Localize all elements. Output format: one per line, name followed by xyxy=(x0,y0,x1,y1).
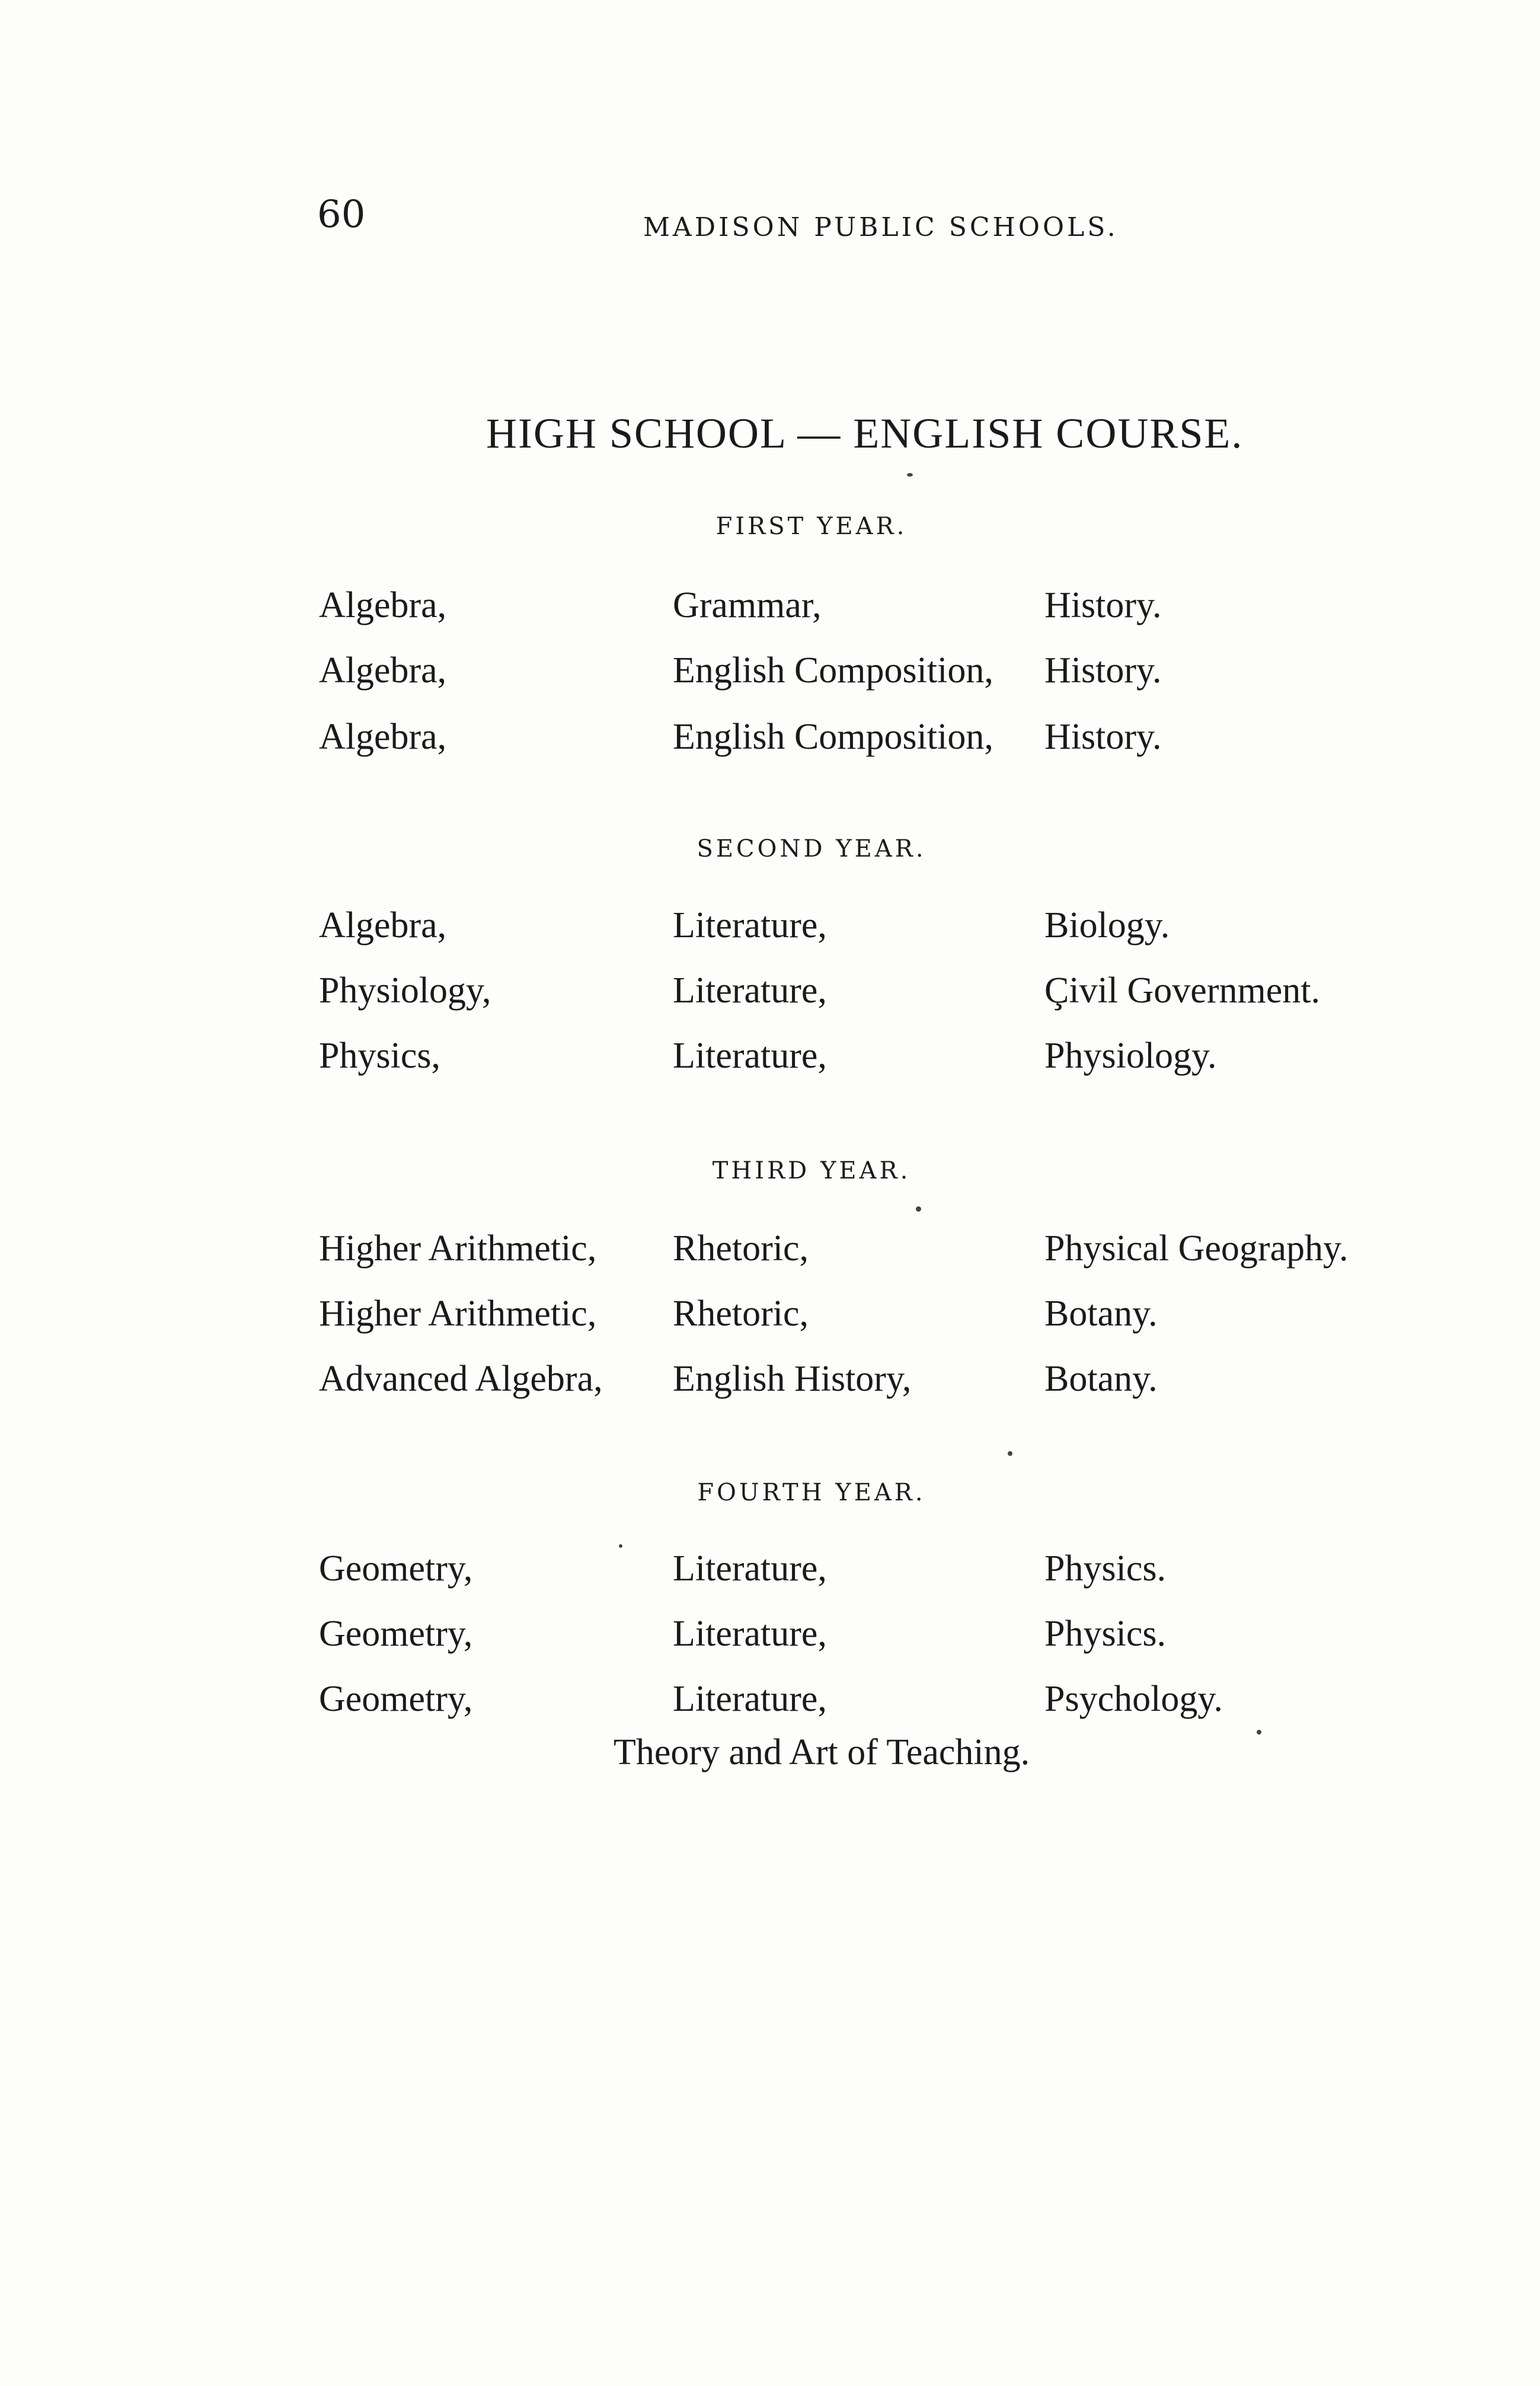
course-cell: Higher Arithmetic, xyxy=(319,1228,597,1269)
year-heading-first: FIRST YEAR. xyxy=(715,513,908,540)
course-cell: English Composition, xyxy=(673,650,993,691)
course-cell: Literature, xyxy=(673,1614,827,1654)
course-cell: Literature, xyxy=(673,1036,827,1076)
course-cell: Botany. xyxy=(1044,1359,1158,1399)
course-cell: Literature, xyxy=(673,905,827,946)
course-cell: Physics. xyxy=(1044,1614,1166,1654)
course-cell: Physical Geography. xyxy=(1044,1228,1349,1269)
course-cell: Literature, xyxy=(673,1679,827,1719)
course-cell: Geometry, xyxy=(319,1614,473,1654)
course-cell: Advanced Algebra, xyxy=(319,1359,603,1399)
course-cell: Algebra, xyxy=(319,585,447,625)
scan-speck xyxy=(619,1544,622,1548)
course-cell: Botany. xyxy=(1044,1293,1158,1334)
scan-speck xyxy=(1257,1730,1261,1735)
course-cell: Geometry, xyxy=(319,1679,473,1719)
year-heading-third: THIRD YEAR. xyxy=(712,1157,911,1184)
course-cell: English History, xyxy=(673,1359,912,1399)
page-number: 60 xyxy=(317,193,366,237)
course-cell: Rhetoric, xyxy=(673,1293,809,1334)
year-heading-fourth: FOURTH YEAR. xyxy=(697,1479,926,1506)
running-head: MADISON PUBLIC SCHOOLS. xyxy=(643,212,1119,242)
course-cell: Grammar, xyxy=(673,585,822,625)
course-cell: Higher Arithmetic, xyxy=(319,1293,597,1334)
course-cell: History. xyxy=(1044,585,1162,625)
course-cell: Çivil Government. xyxy=(1044,970,1320,1011)
course-cell: Rhetoric, xyxy=(673,1228,809,1269)
course-cell: Physiology, xyxy=(319,970,491,1011)
scan-speck xyxy=(907,473,913,477)
course-cell: Physics. xyxy=(1044,1548,1166,1589)
course-cell: History. xyxy=(1044,650,1162,691)
scan-speck xyxy=(1008,1451,1012,1456)
course-cell: Algebra, xyxy=(319,650,447,691)
course-cell: Physics, xyxy=(319,1036,440,1076)
scan-speck xyxy=(916,1206,921,1212)
course-cell: Biology. xyxy=(1044,905,1170,946)
course-cell: Literature, xyxy=(673,1548,827,1589)
course-cell: English Composition, xyxy=(673,717,993,757)
year-heading-second: SECOND YEAR. xyxy=(696,835,926,863)
course-cell: Geometry, xyxy=(319,1548,473,1589)
course-cell: Literature, xyxy=(673,970,827,1011)
course-cell: Physiology. xyxy=(1044,1036,1217,1076)
course-cell: Psychology. xyxy=(1044,1679,1223,1719)
course-cell: History. xyxy=(1044,717,1162,757)
course-cell: Algebra, xyxy=(319,717,447,757)
closing-line: Theory and Art of Teaching. xyxy=(614,1732,1030,1772)
page-title: HIGH SCHOOL — ENGLISH COURSE. xyxy=(486,410,1244,457)
course-cell: Algebra, xyxy=(319,905,447,946)
